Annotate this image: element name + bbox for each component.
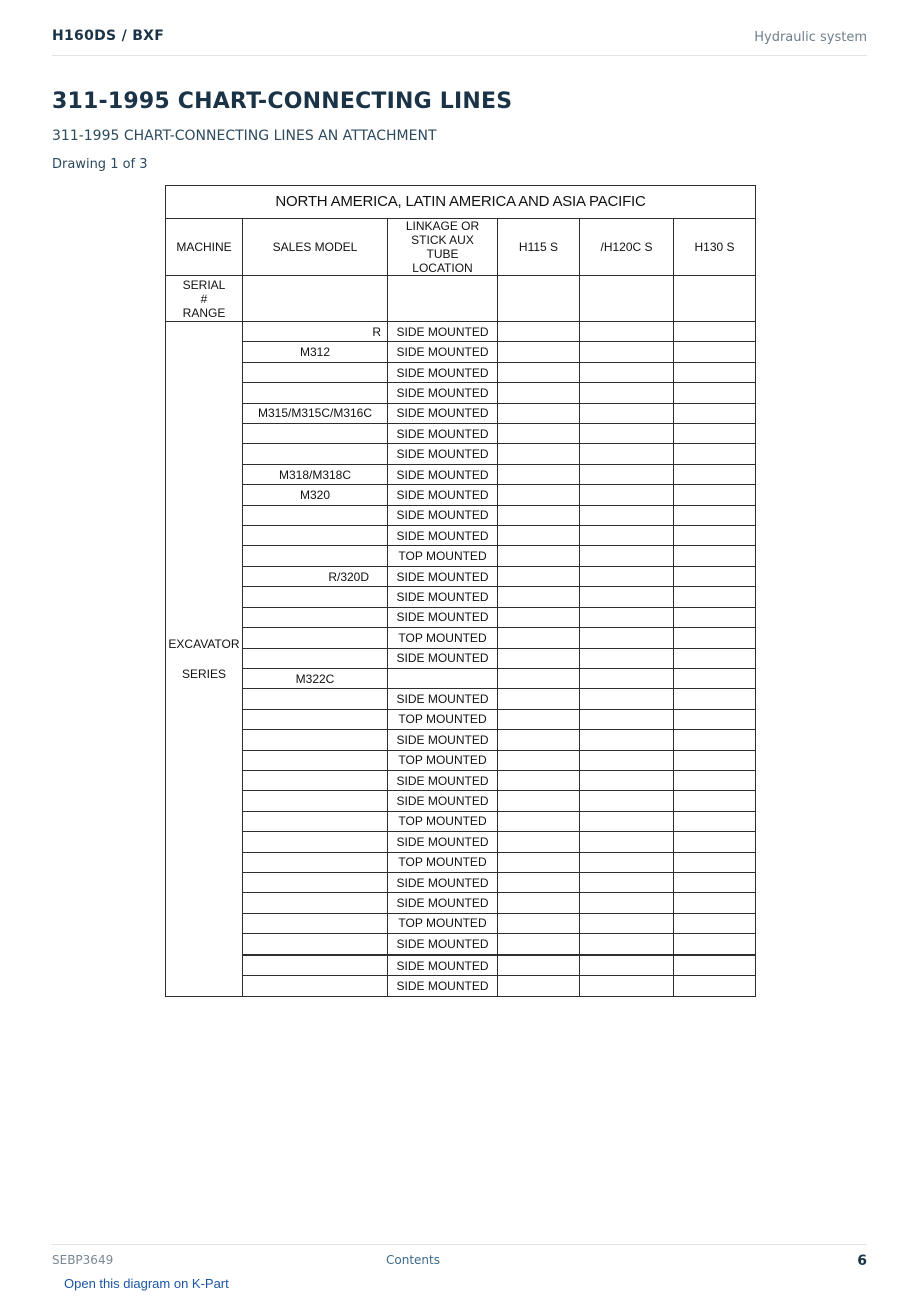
tube-location-cell: SIDE MOUNTED — [388, 955, 498, 975]
fit-cell — [498, 852, 580, 872]
fit-cell — [580, 791, 674, 811]
tube-location-header: LINKAGE OR STICK AUX TUBE LOCATION — [388, 219, 498, 276]
tube-location-cell: SIDE MOUNTED — [388, 832, 498, 852]
sales-model-cell — [243, 791, 388, 811]
fit-cell — [674, 872, 756, 892]
tube-location-cell: SIDE MOUNTED — [388, 322, 498, 342]
serial-cell — [580, 276, 674, 322]
fit-cell — [674, 403, 756, 423]
fit-cell — [580, 485, 674, 505]
fit-cell — [580, 362, 674, 382]
fit-cell — [580, 730, 674, 750]
machine-header: MACHINE — [166, 219, 243, 276]
sales-model-cell — [243, 893, 388, 913]
fit-cell — [498, 709, 580, 729]
tube-location-cell — [388, 668, 498, 688]
fit-cell — [498, 791, 580, 811]
fit-cell — [674, 362, 756, 382]
fit-cell — [674, 668, 756, 688]
page-subtitle: 311-1995 CHART-CONNECTING LINES AN ATTACHMENT — [52, 128, 437, 144]
fit-cell — [674, 383, 756, 403]
fit-cell — [580, 464, 674, 484]
tube-location-cell: TOP MOUNTED — [388, 852, 498, 872]
fit-cell — [580, 322, 674, 342]
sales-model-cell — [243, 934, 388, 954]
fit-cell — [498, 770, 580, 790]
fit-cell — [498, 505, 580, 525]
fit-cell — [498, 362, 580, 382]
sales-model-cell — [243, 832, 388, 852]
sales-model-cell — [243, 628, 388, 648]
fit-cell — [674, 566, 756, 586]
tube-location-cell: SIDE MOUNTED — [388, 464, 498, 484]
tube-location-cell: SIDE MOUNTED — [388, 872, 498, 892]
machine-line: SERIES — [181, 667, 226, 681]
h130-header: H130 S — [674, 219, 756, 276]
fit-cell — [580, 770, 674, 790]
fit-cell — [498, 424, 580, 444]
fit-cell — [580, 832, 674, 852]
tube-location-cell: SIDE MOUNTED — [388, 505, 498, 525]
h120-header: /H120C S — [580, 219, 674, 276]
fit-cell — [498, 403, 580, 423]
fit-cell — [674, 546, 756, 566]
tube-location-cell: SIDE MOUNTED — [388, 342, 498, 362]
serial-cell — [388, 276, 498, 322]
fit-cell — [498, 913, 580, 933]
document-id: H160DS / BXF — [52, 28, 165, 44]
fit-cell — [674, 852, 756, 872]
fit-cell — [580, 587, 674, 607]
fit-cell — [674, 976, 756, 997]
tube-location-cell: SIDE MOUNTED — [388, 566, 498, 586]
sales-model-cell — [243, 811, 388, 831]
sales-model-cell — [243, 546, 388, 566]
sales-model-cell — [243, 913, 388, 933]
fit-cell — [674, 893, 756, 913]
fit-cell — [674, 832, 756, 852]
sales-model-cell: M322C — [243, 668, 388, 688]
fit-cell — [580, 934, 674, 954]
fit-cell — [674, 464, 756, 484]
sales-model-cell — [243, 689, 388, 709]
serial-cell — [243, 276, 388, 322]
fit-cell — [580, 505, 674, 525]
h115-header: H115 S — [498, 219, 580, 276]
sales-model-cell — [243, 709, 388, 729]
fit-cell — [498, 383, 580, 403]
tube-location-cell: SIDE MOUNTED — [388, 485, 498, 505]
fit-cell — [498, 811, 580, 831]
fit-cell — [498, 546, 580, 566]
fit-cell — [498, 628, 580, 648]
tube-location-cell: TOP MOUNTED — [388, 750, 498, 770]
page-footer — [52, 1244, 867, 1275]
fit-cell — [674, 770, 756, 790]
tube-location-cell: TOP MOUNTED — [388, 811, 498, 831]
fit-cell — [580, 383, 674, 403]
tube-location-cell: SIDE MOUNTED — [388, 770, 498, 790]
fit-cell — [498, 893, 580, 913]
fit-cell — [498, 322, 580, 342]
fit-cell — [674, 648, 756, 668]
fit-cell — [674, 607, 756, 627]
tube-location-cell: SIDE MOUNTED — [388, 587, 498, 607]
fit-cell — [580, 566, 674, 586]
fit-cell — [498, 464, 580, 484]
sales-model-cell — [243, 362, 388, 382]
fit-cell — [580, 607, 674, 627]
tube-location-cell: TOP MOUNTED — [388, 709, 498, 729]
tube-location-cell: TOP MOUNTED — [388, 546, 498, 566]
fit-cell — [580, 342, 674, 362]
tube-location-cell: SIDE MOUNTED — [388, 424, 498, 444]
fit-cell — [498, 689, 580, 709]
fit-cell — [498, 526, 580, 546]
fit-cell — [580, 750, 674, 770]
fit-cell — [674, 811, 756, 831]
tube-location-cell: SIDE MOUNTED — [388, 689, 498, 709]
sales-model-cell: M320 — [243, 485, 388, 505]
sales-model-cell — [243, 444, 388, 464]
fit-cell — [580, 648, 674, 668]
machine-line: EXCAVATOR — [168, 637, 240, 651]
document-number: SEBP3649 — [52, 1253, 114, 1267]
fit-cell — [674, 587, 756, 607]
fit-cell — [674, 730, 756, 750]
fit-cell — [498, 934, 580, 954]
fit-cell — [674, 709, 756, 729]
fit-cell — [580, 526, 674, 546]
fit-cell — [498, 566, 580, 586]
contents-link[interactable]: Contents — [386, 1253, 440, 1267]
section-name: Hydraulic system — [754, 30, 867, 45]
fit-cell — [580, 872, 674, 892]
sales-model-cell — [243, 955, 388, 975]
sales-model-cell — [243, 872, 388, 892]
tube-location-cell: SIDE MOUNTED — [388, 648, 498, 668]
fit-cell — [580, 976, 674, 997]
sales-model-cell: R — [243, 322, 388, 342]
fit-cell — [580, 424, 674, 444]
machine-cell — [166, 322, 243, 997]
fit-cell — [498, 976, 580, 997]
tube-location-cell: SIDE MOUNTED — [388, 526, 498, 546]
tube-location-cell: SIDE MOUNTED — [388, 444, 498, 464]
tube-location-cell: TOP MOUNTED — [388, 913, 498, 933]
fit-cell — [674, 750, 756, 770]
page-title: 311-1995 CHART-CONNECTING LINES — [52, 89, 513, 114]
fit-cell — [674, 342, 756, 362]
sales-model-cell — [243, 770, 388, 790]
fit-cell — [498, 444, 580, 464]
sales-model-cell — [243, 976, 388, 997]
serial-cell — [674, 276, 756, 322]
fit-cell — [674, 485, 756, 505]
fit-cell — [674, 791, 756, 811]
sales-model-cell — [243, 383, 388, 403]
fit-cell — [674, 526, 756, 546]
sales-model-cell — [243, 648, 388, 668]
fit-cell — [580, 913, 674, 933]
page-number: 6 — [857, 1253, 867, 1269]
drawing-counter: Drawing 1 of 3 — [52, 157, 148, 172]
fit-cell — [498, 342, 580, 362]
tube-location-cell: SIDE MOUNTED — [388, 791, 498, 811]
tube-location-cell: SIDE MOUNTED — [388, 362, 498, 382]
sales-model-cell — [243, 750, 388, 770]
fit-cell — [674, 628, 756, 648]
fit-cell — [674, 934, 756, 954]
fit-cell — [498, 587, 580, 607]
sales-model-cell: M312 — [243, 342, 388, 362]
region-heading: NORTH AMERICA, LATIN AMERICA AND ASIA PACIFIC — [166, 186, 756, 219]
fit-cell — [580, 811, 674, 831]
fit-cell — [580, 709, 674, 729]
fit-cell — [498, 730, 580, 750]
serial-cell — [498, 276, 580, 322]
sales-model-cell: M318/M318C — [243, 464, 388, 484]
sales-model-cell — [243, 730, 388, 750]
sales-model-cell: M315/M315C/M316C — [243, 403, 388, 423]
tube-location-cell: TOP MOUNTED — [388, 628, 498, 648]
fit-cell — [674, 505, 756, 525]
tube-location-cell: SIDE MOUNTED — [388, 383, 498, 403]
fit-cell — [498, 607, 580, 627]
sales-model-header: SALES MODEL — [243, 219, 388, 276]
fit-cell — [580, 893, 674, 913]
fit-cell — [674, 913, 756, 933]
tube-location-cell: SIDE MOUNTED — [388, 976, 498, 997]
tube-location-cell: SIDE MOUNTED — [388, 730, 498, 750]
sales-model-cell — [243, 505, 388, 525]
fit-cell — [580, 955, 674, 975]
sales-model-cell — [243, 607, 388, 627]
fit-cell — [674, 424, 756, 444]
fit-cell — [674, 444, 756, 464]
tube-location-cell: SIDE MOUNTED — [388, 607, 498, 627]
tube-location-cell: SIDE MOUNTED — [388, 403, 498, 423]
fit-cell — [580, 403, 674, 423]
fit-cell — [674, 689, 756, 709]
fit-cell — [498, 872, 580, 892]
tube-location-cell: SIDE MOUNTED — [388, 893, 498, 913]
fit-cell — [498, 832, 580, 852]
sales-model-cell — [243, 587, 388, 607]
sales-model-cell — [243, 424, 388, 444]
fit-cell — [674, 955, 756, 975]
sales-model-cell — [243, 852, 388, 872]
fit-cell — [580, 628, 674, 648]
fit-cell — [498, 955, 580, 975]
fit-cell — [498, 750, 580, 770]
sales-model-cell — [243, 526, 388, 546]
connecting-lines-chart — [165, 185, 756, 997]
fit-cell — [580, 546, 674, 566]
fit-cell — [498, 485, 580, 505]
fit-cell — [580, 852, 674, 872]
fit-cell — [498, 668, 580, 688]
fit-cell — [580, 444, 674, 464]
serial-range-label: SERIAL # RANGE — [166, 276, 243, 322]
page-header — [52, 28, 867, 56]
fit-cell — [498, 648, 580, 668]
sales-model-cell: R/320D — [243, 566, 388, 586]
tube-location-cell: SIDE MOUNTED — [388, 934, 498, 954]
fit-cell — [580, 689, 674, 709]
open-in-kpart-link[interactable]: Open this diagram on K-Part — [64, 1276, 229, 1291]
fit-cell — [674, 322, 756, 342]
fit-cell — [580, 668, 674, 688]
